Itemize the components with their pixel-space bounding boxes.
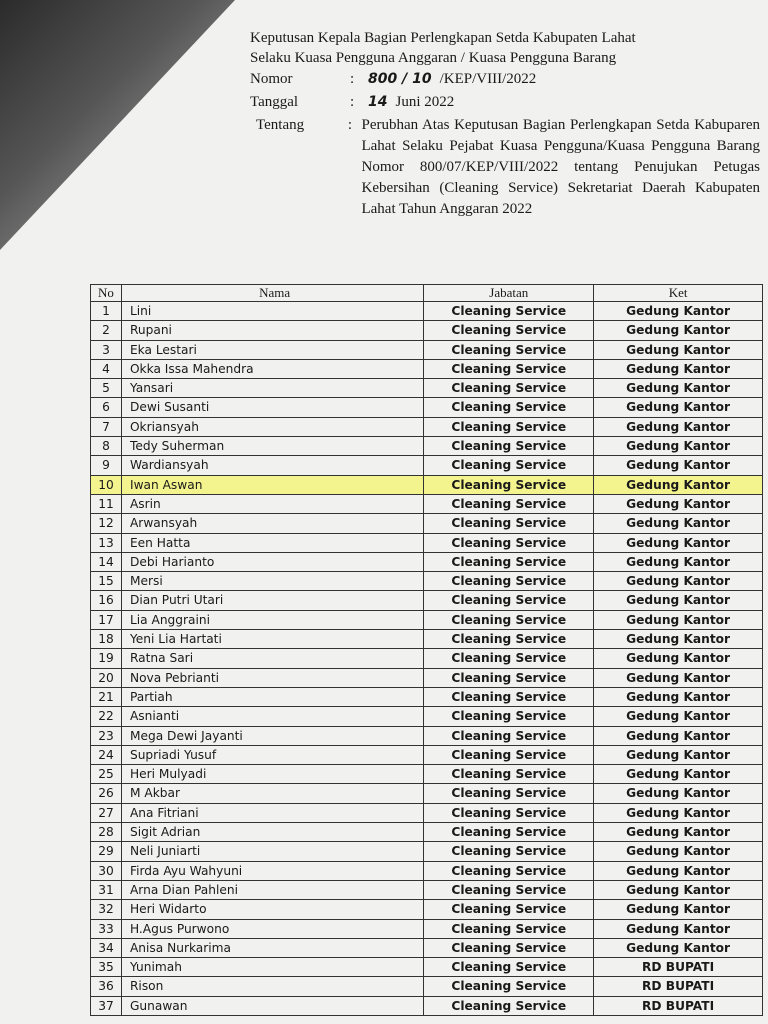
cell-nama: Ana Fitriani (121, 803, 423, 822)
cell-jabatan: Cleaning Service (424, 977, 594, 996)
table-body (91, 302, 763, 1016)
table-row (91, 610, 763, 629)
cell-nama: Partiah (121, 687, 423, 706)
cell-nama: Arwansyah (121, 514, 423, 533)
table-row (91, 475, 763, 494)
nomor-label: Nomor (250, 71, 293, 87)
header-line-2: Selaku Kuasa Pengguna Anggaran / Kuasa Pengguna Barang (250, 50, 617, 66)
cell-nama: Een Hatta (121, 533, 423, 552)
table-header-row (91, 285, 763, 302)
table-row (91, 591, 763, 610)
cell-no: 26 (91, 784, 122, 803)
cell-no: 6 (91, 398, 122, 417)
cell-nama: Yansari (121, 379, 423, 398)
table-row (91, 842, 763, 861)
cell-no: 17 (91, 610, 122, 629)
cell-nama: Heri Mulyadi (121, 765, 423, 784)
table-row (91, 900, 763, 919)
cell-jabatan: Cleaning Service (424, 823, 594, 842)
table-row (91, 745, 763, 764)
cell-nama: Okka Issa Mahendra (121, 359, 423, 378)
table-row (91, 533, 763, 552)
cell-no: 27 (91, 803, 122, 822)
table-row (91, 649, 763, 668)
cell-no: 7 (91, 417, 122, 436)
cell-ket: Gedung Kantor (594, 572, 763, 591)
table-row (91, 630, 763, 649)
table-row (91, 784, 763, 803)
cell-ket: Gedung Kantor (594, 649, 763, 668)
cell-no: 32 (91, 900, 122, 919)
cell-jabatan: Cleaning Service (424, 958, 594, 977)
cell-nama: Sigit Adrian (121, 823, 423, 842)
cell-jabatan: Cleaning Service (424, 398, 594, 417)
header-line-1: Keputusan Kepala Bagian Perlengkapan Setda Kabupaten Lahat (250, 30, 636, 46)
nomor-row (250, 69, 760, 89)
cell-no: 22 (91, 707, 122, 726)
cell-jabatan: Cleaning Service (424, 475, 594, 494)
cell-jabatan: Cleaning Service (424, 630, 594, 649)
col-header-jabatan: Jabatan (424, 285, 594, 302)
col-header-no: No (91, 285, 122, 302)
cell-ket: Gedung Kantor (594, 745, 763, 764)
cell-nama: Yunimah (121, 958, 423, 977)
cell-ket: Gedung Kantor (594, 687, 763, 706)
cell-no: 19 (91, 649, 122, 668)
cell-ket: Gedung Kantor (594, 861, 763, 880)
cell-no: 1 (91, 302, 122, 321)
cell-nama: M Akbar (121, 784, 423, 803)
cell-ket: Gedung Kantor (594, 533, 763, 552)
cell-nama: Nova Pebrianti (121, 668, 423, 687)
table-row (91, 321, 763, 340)
cell-no: 35 (91, 958, 122, 977)
table-row (91, 398, 763, 417)
cell-no: 28 (91, 823, 122, 842)
cell-no: 24 (91, 745, 122, 764)
cell-nama: Okriansyah (121, 417, 423, 436)
tanggal-handwritten: 14 (368, 94, 388, 110)
col-header-ket: Ket (594, 285, 763, 302)
cell-jabatan: Cleaning Service (424, 591, 594, 610)
cell-nama: Mersi (121, 572, 423, 591)
cell-jabatan: Cleaning Service (424, 842, 594, 861)
cell-nama: Asnianti (121, 707, 423, 726)
cell-no: 11 (91, 494, 122, 513)
cell-ket: Gedung Kantor (594, 359, 763, 378)
col-header-nama: Nama (121, 285, 423, 302)
cell-jabatan: Cleaning Service (424, 803, 594, 822)
document-header (250, 28, 760, 220)
cell-jabatan: Cleaning Service (424, 745, 594, 764)
nomor-rest: /KEP/VIII/2022 (439, 71, 537, 87)
cell-nama: Anisa Nurkarima (121, 938, 423, 957)
cell-no: 34 (91, 938, 122, 957)
cell-no: 25 (91, 765, 122, 784)
nomor-colon: : (350, 71, 355, 87)
table-row (91, 359, 763, 378)
cell-ket: Gedung Kantor (594, 552, 763, 571)
table-row (91, 514, 763, 533)
cell-ket: Gedung Kantor (594, 437, 763, 456)
cell-ket: Gedung Kantor (594, 668, 763, 687)
cell-jabatan: Cleaning Service (424, 687, 594, 706)
cell-nama: Wardiansyah (121, 456, 423, 475)
cell-no: 18 (91, 630, 122, 649)
cell-nama: Debi Harianto (121, 552, 423, 571)
table-row (91, 919, 763, 938)
cell-ket: Gedung Kantor (594, 398, 763, 417)
table-row (91, 958, 763, 977)
cell-nama: Arna Dian Pahleni (121, 880, 423, 899)
cell-no: 16 (91, 591, 122, 610)
cell-jabatan: Cleaning Service (424, 417, 594, 436)
cell-ket: Gedung Kantor (594, 514, 763, 533)
cell-nama: Firda Ayu Wahyuni (121, 861, 423, 880)
table-row (91, 707, 763, 726)
tanggal-colon: : (350, 94, 355, 110)
nomor-handwritten: 800 / 10 (368, 71, 432, 87)
cell-ket: Gedung Kantor (594, 765, 763, 784)
table-row (91, 687, 763, 706)
cell-jabatan: Cleaning Service (424, 919, 594, 938)
cell-nama: Lia Anggraini (121, 610, 423, 629)
cell-no: 31 (91, 880, 122, 899)
table-row (91, 977, 763, 996)
table-row (91, 668, 763, 687)
cell-no: 30 (91, 861, 122, 880)
cell-nama: Tedy Suherman (121, 437, 423, 456)
table-row (91, 456, 763, 475)
cell-nama: H.Agus Purwono (121, 919, 423, 938)
table-row (91, 861, 763, 880)
cell-no: 2 (91, 321, 122, 340)
cell-ket: Gedung Kantor (594, 456, 763, 475)
cell-jabatan: Cleaning Service (424, 514, 594, 533)
cell-no: 13 (91, 533, 122, 552)
cell-ket: Gedung Kantor (594, 417, 763, 436)
cell-ket: Gedung Kantor (594, 919, 763, 938)
table-row (91, 726, 763, 745)
cell-jabatan: Cleaning Service (424, 437, 594, 456)
cell-ket: Gedung Kantor (594, 938, 763, 957)
cell-ket: RD BUPATI (594, 977, 763, 996)
tentang-text: Perubhan Atas Keputusan Bagian Perlengkapan Setda Kabuparen Lahat Selaku Pejabat Kuasa Pengguna/Kuasa Pengguna Barang Nomor 800/07/KEP/VIII/2022 tentang Penujukan Petugas Kebersihan (Cleaning Service) Sekretariat Daerah Kabupaten Lahat Tahun Anggaran 2022 (361, 117, 760, 217)
cell-ket: Gedung Kantor (594, 842, 763, 861)
cell-nama: Heri Widarto (121, 900, 423, 919)
cell-no: 23 (91, 726, 122, 745)
table-row (91, 494, 763, 513)
cell-jabatan: Cleaning Service (424, 938, 594, 957)
cell-nama: Lini (121, 302, 423, 321)
tanggal-label: Tanggal (250, 94, 299, 110)
cell-jabatan: Cleaning Service (424, 649, 594, 668)
cell-ket: Gedung Kantor (594, 803, 763, 822)
cell-ket: Gedung Kantor (594, 630, 763, 649)
cell-nama: Neli Juniarti (121, 842, 423, 861)
cell-jabatan: Cleaning Service (424, 668, 594, 687)
cell-jabatan: Cleaning Service (424, 880, 594, 899)
cell-no: 5 (91, 379, 122, 398)
cell-nama: Supriadi Yusuf (121, 745, 423, 764)
cell-ket: RD BUPATI (594, 958, 763, 977)
table-row (91, 996, 763, 1015)
cell-jabatan: Cleaning Service (424, 379, 594, 398)
scan-shadow-corner (0, 0, 235, 250)
cell-ket: Gedung Kantor (594, 302, 763, 321)
cell-jabatan: Cleaning Service (424, 726, 594, 745)
cell-nama: Dewi Susanti (121, 398, 423, 417)
cell-no: 12 (91, 514, 122, 533)
cell-jabatan: Cleaning Service (424, 610, 594, 629)
tentang-label: Tentang (256, 117, 305, 133)
cell-no: 21 (91, 687, 122, 706)
table-row (91, 340, 763, 359)
cell-ket: Gedung Kantor (594, 475, 763, 494)
cell-jabatan: Cleaning Service (424, 765, 594, 784)
cell-jabatan: Cleaning Service (424, 302, 594, 321)
cell-ket: Gedung Kantor (594, 340, 763, 359)
cell-nama: Gunawan (121, 996, 423, 1015)
cell-ket: RD BUPATI (594, 996, 763, 1015)
cell-jabatan: Cleaning Service (424, 900, 594, 919)
cell-jabatan: Cleaning Service (424, 707, 594, 726)
cell-ket: Gedung Kantor (594, 900, 763, 919)
cell-no: 10 (91, 475, 122, 494)
cell-no: 15 (91, 572, 122, 591)
tanggal-rest: Juni 2022 (395, 94, 455, 110)
cell-no: 9 (91, 456, 122, 475)
cell-ket: Gedung Kantor (594, 591, 763, 610)
cell-no: 37 (91, 996, 122, 1015)
cell-no: 3 (91, 340, 122, 359)
table-row (91, 938, 763, 957)
tentang-colon: : (347, 117, 352, 133)
table-row (91, 803, 763, 822)
table-row (91, 765, 763, 784)
table-row (91, 823, 763, 842)
cell-jabatan: Cleaning Service (424, 784, 594, 803)
cell-jabatan: Cleaning Service (424, 533, 594, 552)
cell-jabatan: Cleaning Service (424, 321, 594, 340)
table-row (91, 302, 763, 321)
cell-ket: Gedung Kantor (594, 784, 763, 803)
cell-ket: Gedung Kantor (594, 726, 763, 745)
cell-jabatan: Cleaning Service (424, 861, 594, 880)
table-row (91, 417, 763, 436)
table-row (91, 379, 763, 398)
cell-ket: Gedung Kantor (594, 494, 763, 513)
table-row (91, 572, 763, 591)
cell-jabatan: Cleaning Service (424, 552, 594, 571)
table-row (91, 880, 763, 899)
cell-ket: Gedung Kantor (594, 823, 763, 842)
cell-no: 33 (91, 919, 122, 938)
cell-jabatan: Cleaning Service (424, 456, 594, 475)
cell-nama: Ratna Sari (121, 649, 423, 668)
petugas-table (90, 284, 763, 1016)
cell-nama: Mega Dewi Jayanti (121, 726, 423, 745)
cell-ket: Gedung Kantor (594, 379, 763, 398)
cell-jabatan: Cleaning Service (424, 340, 594, 359)
cell-jabatan: Cleaning Service (424, 572, 594, 591)
cell-no: 14 (91, 552, 122, 571)
cell-jabatan: Cleaning Service (424, 494, 594, 513)
cell-nama: Rupani (121, 321, 423, 340)
cell-nama: Eka Lestari (121, 340, 423, 359)
tentang-row (250, 115, 760, 220)
cell-jabatan: Cleaning Service (424, 359, 594, 378)
cell-no: 20 (91, 668, 122, 687)
cell-nama: Asrin (121, 494, 423, 513)
table-row (91, 552, 763, 571)
tanggal-row (250, 92, 760, 112)
cell-nama: Rison (121, 977, 423, 996)
cell-nama: Yeni Lia Hartati (121, 630, 423, 649)
cell-ket: Gedung Kantor (594, 321, 763, 340)
cell-no: 36 (91, 977, 122, 996)
cell-no: 8 (91, 437, 122, 456)
cell-no: 29 (91, 842, 122, 861)
cell-no: 4 (91, 359, 122, 378)
cell-ket: Gedung Kantor (594, 610, 763, 629)
cell-nama: Iwan Aswan (121, 475, 423, 494)
cell-ket: Gedung Kantor (594, 707, 763, 726)
cell-ket: Gedung Kantor (594, 880, 763, 899)
table-row (91, 437, 763, 456)
cell-jabatan: Cleaning Service (424, 996, 594, 1015)
cell-nama: Dian Putri Utari (121, 591, 423, 610)
